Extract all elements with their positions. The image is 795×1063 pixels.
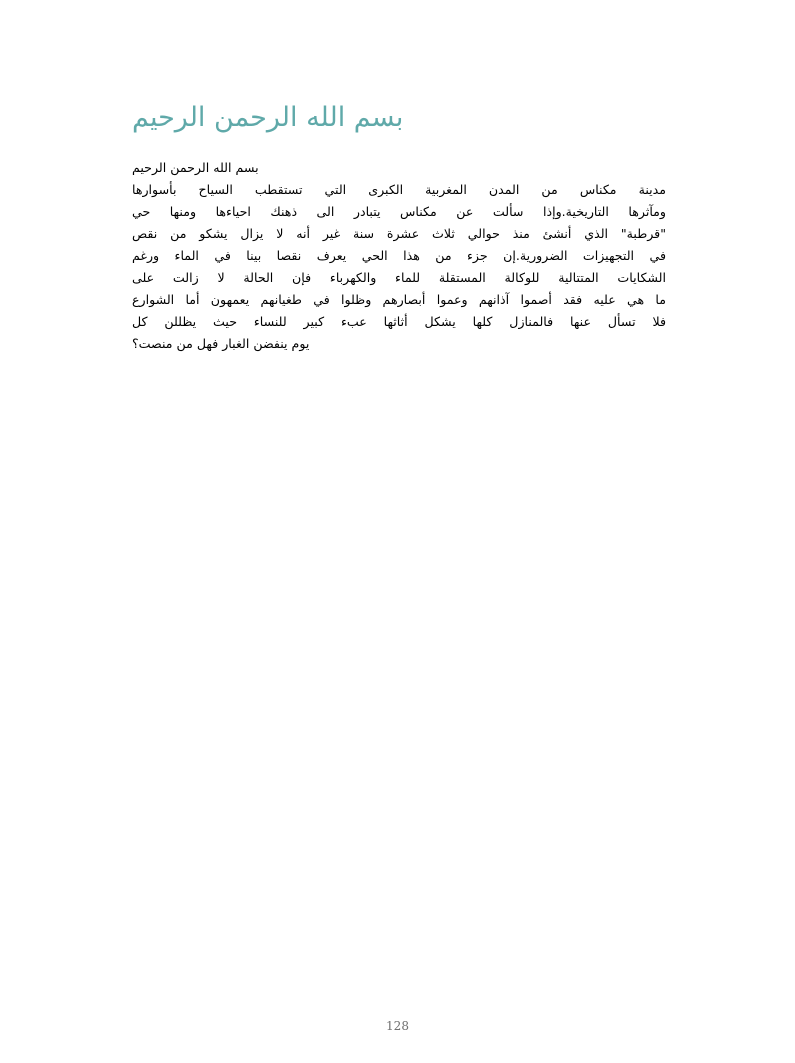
text-line-9: يوم ينفضن الغبار فهل من منصت؟ xyxy=(132,336,310,351)
article-body xyxy=(132,157,666,355)
text-line-4: "قرطبة" الذي أنشئ منذ حوالي ثلاث عشرة سنة غير أنه لا يزال يشكو من نقص xyxy=(132,226,666,241)
text-line-2: مدينة مكناس من المدن المغربية الكبرى التي تستقطب السياح بأسوارها xyxy=(132,182,666,197)
text-line-6: الشكايات المتتالية للوكالة المستقلة للماء والكهرباء فإن الحالة لا زالت على xyxy=(132,270,666,285)
text-line-1: بسم الله الرحمن الرحيم xyxy=(132,160,259,175)
text-line-5: في التجهيزات الضرورية.إن جزء من هذا الحي يعرف نقصا بينا في الماء ورغم xyxy=(132,248,666,263)
text-line-7: ما هي عليه فقد أصموا آذانهم وعموا أبصارهم وظلوا في طغيانهم يعمهون أما الشوارع xyxy=(132,292,666,307)
text-line-8: فلا تسأل عنها فالمنازل كلها يشكل أثاثها عبء كبير للنساء حيث يظللن كل xyxy=(132,314,666,329)
page-heading: بسم الله الرحمن الرحيم xyxy=(132,102,404,133)
page-number: 128 xyxy=(386,1019,409,1033)
text-line-3: ومآثرها التاريخية.وإذا سألت عن مكناس يتبادر الى ذهنك احياءها ومنها حي xyxy=(132,204,666,219)
